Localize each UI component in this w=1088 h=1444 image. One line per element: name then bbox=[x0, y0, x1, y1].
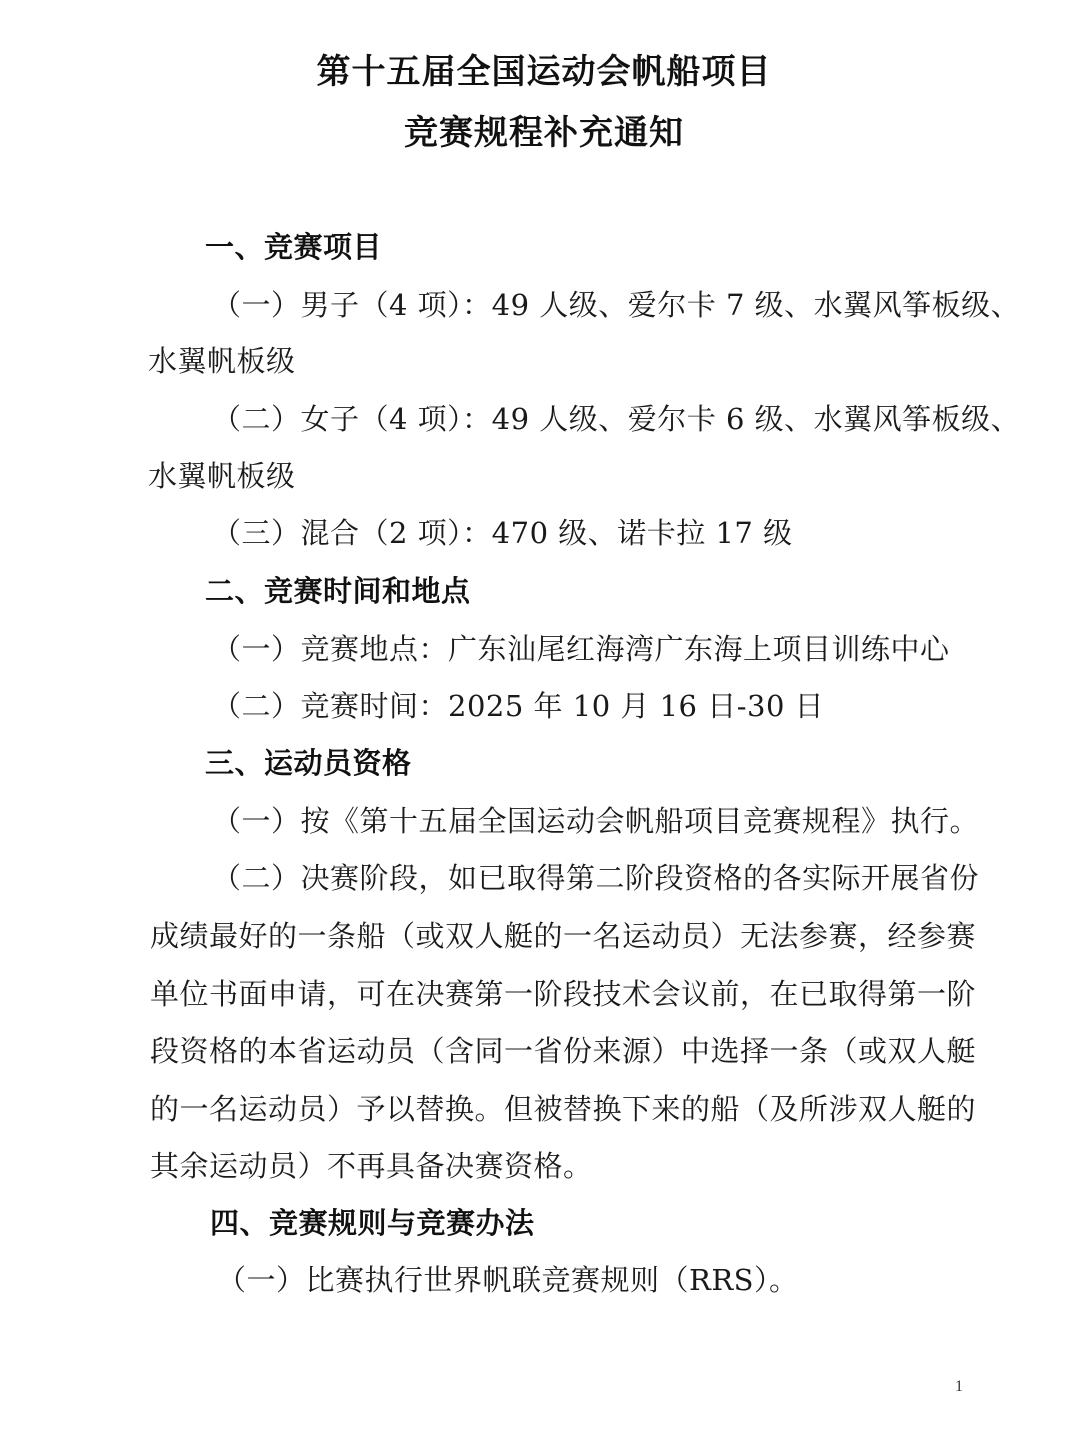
paragraph-line: （三）混合（2 项）：470 级、诺卡拉 17 级 bbox=[212, 516, 793, 550]
paragraph-line: （一）竞赛地点：广东汕尾红海湾广东海上项目训练中心 bbox=[212, 632, 950, 666]
section-heading: 四、竞赛规则与竞赛办法 bbox=[210, 1206, 535, 1240]
paragraph-line: （一）按《第十五届全国运动会帆船项目竞赛规程》执行。 bbox=[212, 804, 980, 838]
paragraph-line: （一）男子（4 项）：49 人级、爱尔卡 7 级、水翼风筝板级、 bbox=[212, 288, 1021, 322]
paragraph-line: 水翼帆板级 bbox=[148, 459, 296, 493]
section-heading: 三、运动员资格 bbox=[205, 746, 412, 780]
paragraph-line: （一）比赛执行世界帆联竞赛规则（RRS）。 bbox=[217, 1263, 799, 1297]
document-title-line-2: 竞赛规程补充通知 bbox=[404, 113, 684, 153]
section-heading: 一、竞赛项目 bbox=[205, 230, 383, 264]
paragraph-line: 的一名运动员）予以替换。但被替换下来的船（及所涉双人艇的 bbox=[150, 1092, 977, 1126]
paragraph-line: 成绩最好的一条船（或双人艇的一名运动员）无法参赛，经参赛 bbox=[150, 919, 977, 953]
section-heading: 二、竞赛时间和地点 bbox=[205, 574, 471, 608]
paragraph-line: （二）竞赛时间：2025 年 10 月 16 日-30 日 bbox=[212, 689, 825, 723]
paragraph-line: 水翼帆板级 bbox=[148, 344, 296, 378]
paragraph-line: 其余运动员）不再具备决赛资格。 bbox=[150, 1149, 593, 1183]
paragraph-line: 段资格的本省运动员（含同一省份来源）中选择一条（或双人艇 bbox=[150, 1034, 977, 1068]
page-number: 1 bbox=[955, 1378, 963, 1395]
document-title-line-1: 第十五届全国运动会帆船项目 bbox=[316, 52, 772, 92]
paragraph-line: （二）决赛阶段，如已取得第二阶段资格的各实际开展省份 bbox=[212, 861, 980, 895]
paragraph-line: （二）女子（4 项）：49 人级、爱尔卡 6 级、水翼风筝板级、 bbox=[212, 402, 1021, 436]
paragraph-line: 单位书面申请，可在决赛第一阶段技术会议前，在已取得第一阶 bbox=[150, 977, 977, 1011]
